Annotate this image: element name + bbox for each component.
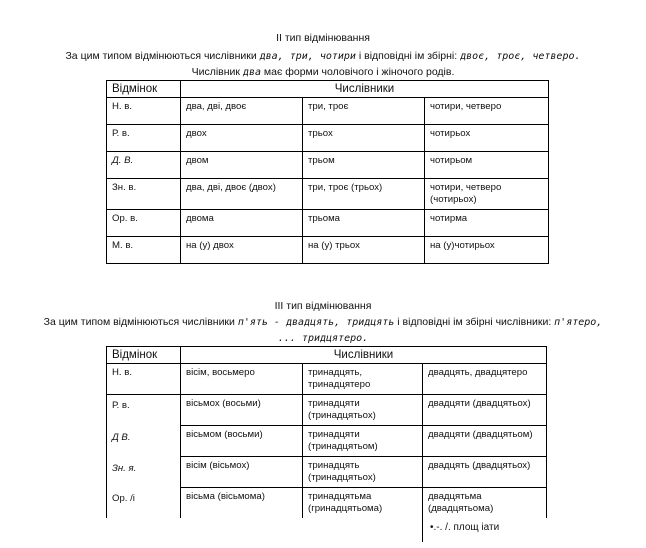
table-cell: тринадцять (тринадцятьох) (303, 457, 423, 488)
table-cell: двадцяти (двадцятьох) (423, 395, 547, 426)
table-cell: двадцять (двадцятьох) (423, 457, 547, 488)
declension-table-type2 (106, 80, 549, 264)
table-row (107, 457, 547, 488)
page-cutoff (0, 518, 646, 548)
section2-intro-prefix: За цим типом відмінюються числівники (43, 316, 238, 328)
table-cell: двома (181, 210, 303, 237)
case-cell: Ор. /і (107, 488, 181, 519)
table-cell: на (у) двох (181, 237, 303, 264)
table-cell: тринадцятьма (гринадцятьома) (303, 488, 423, 519)
case-cell: М. в. (107, 237, 181, 264)
case-cell: Н. в. (107, 364, 181, 395)
section1-intro (0, 50, 646, 62)
section2-title: ІІІ тип відмінювання (274, 300, 372, 312)
table-cell: тринадцять, тринадцятеро (303, 364, 423, 395)
table-cell: вісім (вісьмох) (181, 457, 303, 488)
table-cell: двадцять, двадцятеро (423, 364, 547, 395)
header-case: Відмінок (107, 347, 181, 364)
section1-title: ІІ тип відмінювання (276, 32, 370, 44)
table-cell: двадцяти (двадцятьом) (423, 426, 547, 457)
table-cell: чотири, четверо (чотирьох) (425, 179, 549, 210)
table-header-row (107, 81, 549, 98)
section1-note-italic: два (242, 67, 261, 78)
table-row (107, 98, 549, 125)
table-cell: трьох (303, 125, 425, 152)
table-row (107, 488, 547, 519)
table-cell: вісьмох (восьми) (181, 395, 303, 426)
case-cell: Р. в. (107, 395, 181, 426)
table-column-rule (422, 518, 423, 542)
section2-intro-line2-text: ... тридцятеро. (277, 333, 369, 344)
table-cell: чотири, четверо (425, 98, 549, 125)
table-row (107, 237, 549, 264)
table-row (107, 152, 549, 179)
header-numerals: Числівники (181, 347, 547, 364)
section2-intro-mid: і відповідні ім збірні числівники: (394, 316, 555, 328)
table-cell: два, дві, двоє (двох) (181, 179, 303, 210)
table-row (107, 125, 549, 152)
case-cell: Д. В. (107, 152, 181, 179)
case-cell: Зн. я. (107, 457, 181, 488)
table-cell: чотирма (425, 210, 549, 237)
table-cell: два, дві, двоє (181, 98, 303, 125)
section1-note (0, 66, 646, 78)
table-cell: чотирьом (425, 152, 549, 179)
table-cell: двадцятьма (двадцятьома) (423, 488, 547, 519)
table-cell: три, троє (трьох) (303, 179, 425, 210)
table-row (107, 364, 547, 395)
table-cell: тринадцяти (тринадцятьом) (303, 426, 423, 457)
table-cell: трьома (303, 210, 425, 237)
section1-note-prefix: Числівник (191, 66, 243, 78)
table-cell: двом (181, 152, 303, 179)
case-cell: Зн. в. (107, 179, 181, 210)
table-cell: чотирьох (425, 125, 549, 152)
table-row (107, 426, 547, 457)
table-cell: трьом (303, 152, 425, 179)
table-cell: на (у)чотирьох (425, 237, 549, 264)
table-cell: три, троє (303, 98, 425, 125)
header-case: Відмінок (107, 81, 181, 98)
section1-note-suffix: має форми чоловічого і жіночого родів. (260, 66, 455, 78)
declension-table-type3 (106, 346, 547, 519)
section1-intro-prefix: За цим типом відмінюються числівники (65, 50, 260, 62)
case-cell: Д В. (107, 426, 181, 457)
table-cell: вісьма (вісьмома) (181, 488, 303, 519)
section2-intro-italic2: п'ятеро, (554, 317, 603, 328)
case-cell: Н. в. (107, 98, 181, 125)
section1-intro-mid: і відповідні ім збірні: (355, 50, 461, 62)
table-tail-text: •.-. /. площ іати (430, 522, 500, 533)
section2-intro (0, 316, 646, 328)
case-cell: Р. в. (107, 125, 181, 152)
table-row (107, 179, 549, 210)
table-header-row (107, 347, 547, 364)
table-cell: двох (181, 125, 303, 152)
header-numerals: Числівники (181, 81, 549, 98)
section1-intro-italic: два, три, чотири (259, 51, 356, 62)
case-cell: Ор. в. (107, 210, 181, 237)
table-cell: вісьмом (восьми) (181, 426, 303, 457)
table-cell: на (у) трьох (303, 237, 425, 264)
section2-intro-italic: п'ять - двадцять, тридцять (237, 317, 395, 328)
section2-intro-line2 (0, 332, 646, 344)
table-row (107, 210, 549, 237)
section1-intro-italic2: двоє, троє, четверо. (460, 51, 581, 62)
table-cell: вісім, восьмеро (181, 364, 303, 395)
table-row (107, 395, 547, 426)
table-cell: тринадцяти (тринадцятьох) (303, 395, 423, 426)
